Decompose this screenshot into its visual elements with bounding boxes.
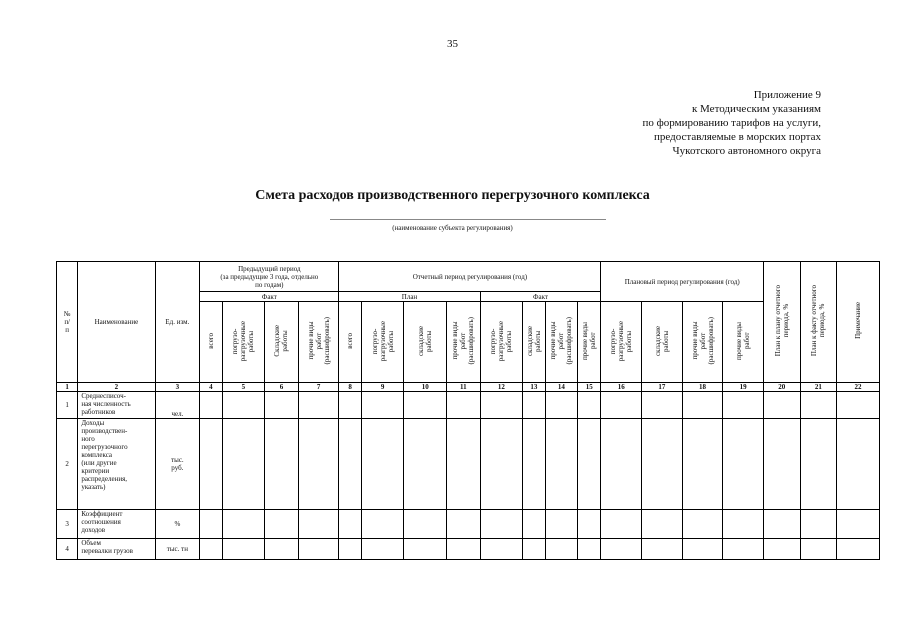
appendix-line: Приложение 9 <box>753 89 821 101</box>
header-plan-vs-plan: План к плану отчетного периода, % <box>763 262 800 383</box>
sub-loading: погрузо- разгрузочные работы <box>601 302 642 383</box>
header-report-period: Отчетный период регулирования (год) <box>339 262 601 292</box>
sub-loading: погрузо- разгрузочные работы <box>222 302 265 383</box>
sub-other: прочие виды работ (расшифровать) <box>447 302 481 383</box>
sub-other: прочие виды работ (расшифровать) <box>298 302 339 383</box>
header-note: Примечание <box>837 262 880 383</box>
header-fact-prev: Факт <box>200 292 339 302</box>
row-number: 3 <box>57 509 78 538</box>
sub-other: прочие виды работ <box>723 302 764 383</box>
row-name: Коэффициент соотношения доходов <box>78 509 155 538</box>
sub-loading: погрузо- разгрузочные работы <box>480 302 523 383</box>
row-number: 1 <box>57 391 78 418</box>
row-unit: чел. <box>155 391 200 418</box>
appendix-line: к Методическим указаниям <box>691 103 821 115</box>
sub-total: всего <box>339 302 361 383</box>
col-number: 5 <box>222 382 265 391</box>
sub-other: прочие виды работ (расшифровать) <box>545 302 578 383</box>
col-number: 2 <box>78 382 155 391</box>
col-number: 1 <box>57 382 78 391</box>
header-no: № п/ п <box>57 262 78 383</box>
sub-loading: погрузо- разгрузочные работы <box>361 302 404 383</box>
table-row <box>57 419 880 510</box>
appendix-line: по формированию тарифов на услуги, <box>642 117 821 129</box>
row-name: Объем перевалки грузов <box>78 538 155 559</box>
header-fact-report: Факт <box>480 292 601 302</box>
col-number: 15 <box>578 382 601 391</box>
header-previous-period: Предыдущий период (за предыдущие 3 года, отдельно по годам) <box>200 262 339 292</box>
sub-storage: складские работы <box>404 302 447 383</box>
header-plan-report: План <box>339 292 480 302</box>
row-number: 4 <box>57 538 78 559</box>
header-unit: Ед. изм. <box>155 262 200 383</box>
sub-storage: складские работы <box>523 302 545 383</box>
col-number: 16 <box>601 382 642 391</box>
appendix-note <box>643 88 821 158</box>
col-number: 13 <box>523 382 545 391</box>
page-number: 35 <box>447 38 458 50</box>
col-number: 3 <box>155 382 200 391</box>
sub-other: прочие виды работ (расшифровать) <box>682 302 723 383</box>
col-number: 8 <box>339 382 361 391</box>
appendix-line: Чукотского автономного округа <box>672 145 821 157</box>
col-number: 20 <box>763 382 800 391</box>
col-number: 10 <box>404 382 447 391</box>
col-number: 19 <box>723 382 764 391</box>
col-number: 22 <box>837 382 880 391</box>
table-row <box>57 509 880 538</box>
header-plan-vs-fact: План к факту отчетного периода, % <box>800 262 837 383</box>
col-number: 4 <box>200 382 222 391</box>
header-name: Наименование <box>78 262 155 383</box>
row-number: 2 <box>57 419 78 510</box>
row-name: Доходы производствен- ного перегрузочного комплекса (или другие критерии распределения, указать) <box>78 419 155 510</box>
subject-caption: (наименование субъекта регулирования) <box>392 224 513 232</box>
appendix-line: предоставляемые в морских портах <box>654 131 821 143</box>
sub-storage: Складские работы <box>265 302 299 383</box>
row-unit: % <box>155 509 200 538</box>
subject-underline <box>330 219 606 220</box>
table-row <box>57 538 880 559</box>
sub-storage: складские работы <box>642 302 683 383</box>
col-number: 7 <box>298 382 339 391</box>
cost-estimate-table <box>56 261 880 560</box>
col-number: 21 <box>800 382 837 391</box>
col-number: 6 <box>265 382 299 391</box>
col-number: 17 <box>642 382 683 391</box>
sub-total: всего <box>200 302 222 383</box>
sub-other: прочие виды работ <box>578 302 601 383</box>
col-number: 9 <box>361 382 404 391</box>
row-unit: тыс. руб. <box>155 419 200 510</box>
col-number: 12 <box>480 382 523 391</box>
col-number: 14 <box>545 382 578 391</box>
header-plan-period: Плановый период регулирования (год) <box>601 262 764 302</box>
row-name: Среднесписоч- ная численность работников <box>78 391 155 418</box>
row-unit: тыс. тн <box>155 538 200 559</box>
table-row <box>57 391 880 418</box>
col-number: 18 <box>682 382 723 391</box>
col-number: 11 <box>447 382 481 391</box>
document-title: Смета расходов производственного перегрузочного комплекса <box>255 188 650 203</box>
